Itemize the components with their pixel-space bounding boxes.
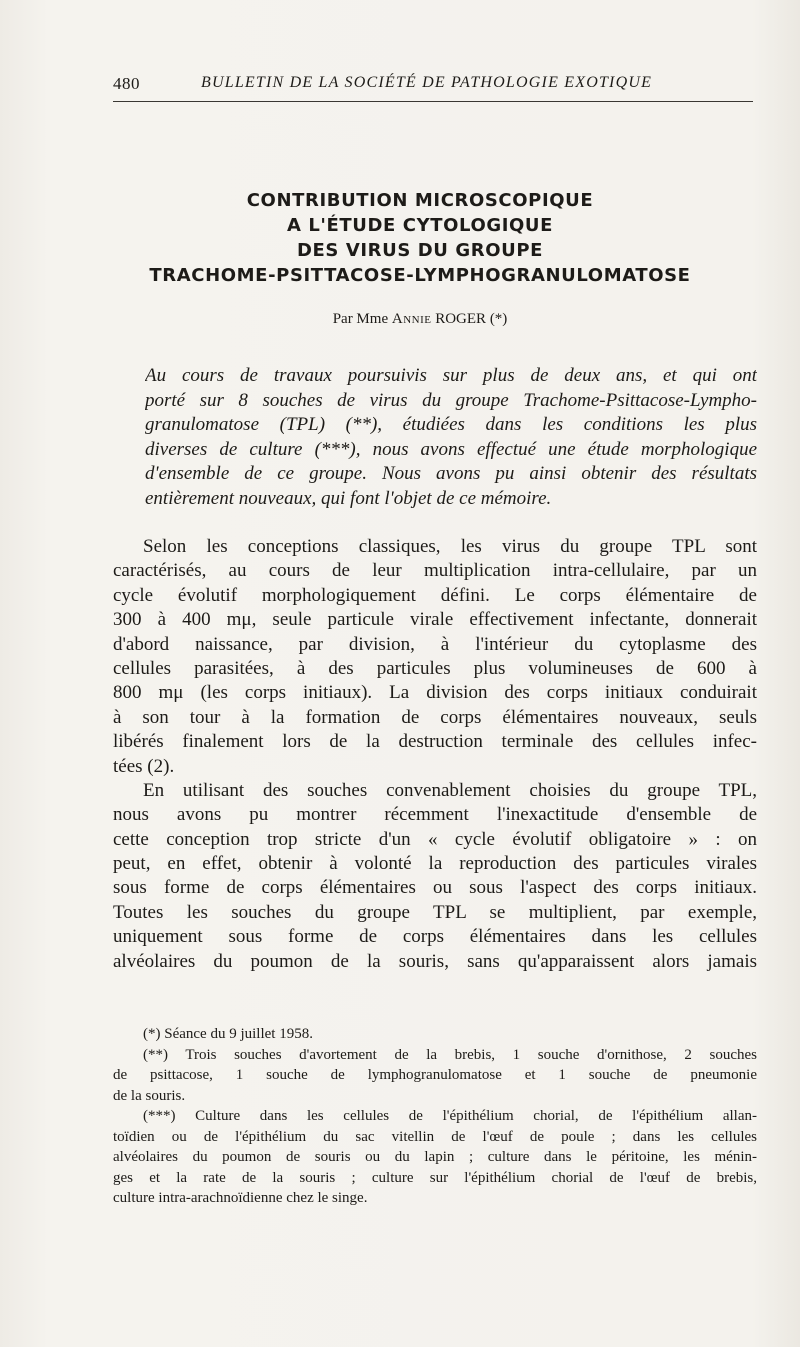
abstract-line: granulomatose (TPL) (**), étudiées dans les conditions les plus: [145, 414, 757, 436]
author-prefix: Par Mme: [332, 311, 389, 327]
footnote-line: culture intra-arachnoïdienne chez le singe.: [113, 1190, 368, 1206]
abstract-line: d'ensemble de ce groupe. Nous avons pu ainsi obtenir des résultats: [145, 463, 757, 485]
abstract-line: diverses de culture (***), nous avons effectué une étude morphologique: [145, 438, 757, 460]
author-last-name: ROGER: [435, 311, 487, 327]
footnote-line: (***) Culture dans les cellules de l'épithélium chorial, de l'épithélium allan-: [143, 1108, 757, 1124]
title-line: CONTRIBUTION MICROSCOPIQUE: [246, 190, 594, 211]
author-line: [100, 311, 740, 328]
abstract-line: entièrement nouveaux, qui font l'objet de ce mémoire.: [145, 487, 552, 509]
paragraph-line: En utilisant des souches convenablement choisies du groupe TPL,: [143, 779, 757, 801]
abstract: [145, 364, 757, 512]
title-line: DES VIRUS DU GROUPE: [296, 240, 544, 261]
abstract-line: Au cours de travaux poursuivis sur plus de deux ans, et qui ont: [145, 365, 757, 386]
footnote-line: alvéolaires du poumon de souris ou du lapin ; culture dans le péritoine, les ménin-: [113, 1149, 757, 1165]
paragraph-line: uniquement sous forme de corps élémentaires dans les cellules: [113, 926, 757, 948]
title-line: TRACHOME-PSITTACOSE-LYMPHOGRANULOMATOSE: [149, 265, 691, 286]
paragraph-line: Toutes les souches du groupe TPL se multiplient, par exemple,: [113, 901, 757, 923]
footnotes: [113, 1024, 757, 1209]
footnote-line: (**) Trois souches d'avortement de la brebis, 1 souche d'ornithose, 2 souches: [143, 1046, 757, 1063]
footnote-line: toïdien ou de l'épithélium du sac vitellin de l'œuf de poule ; dans les cellules: [113, 1128, 757, 1145]
footnote-line: ges et la rate de la souris ; culture sur l'épithélium chorial de l'œuf de brebis,: [113, 1169, 757, 1186]
paragraph-line: libérés finalement lors de la destruction terminale des cellules infec-: [113, 731, 757, 753]
paragraph-line: Selon les conceptions classiques, les virus du groupe TPL sont: [143, 536, 757, 557]
header-rule: [113, 101, 753, 102]
author-first-name: Annie: [391, 311, 432, 327]
footnote-line: (*) Séance du 9 juillet 1958.: [143, 1026, 313, 1042]
paragraph-line: à son tour à la formation de corps élémentaires nouveaux, seuls: [113, 706, 757, 728]
body-text: [113, 535, 757, 974]
paragraph-line: sous forme de corps élémentaires ou sous l'aspect des corps initiaux.: [113, 877, 757, 899]
paragraph-line: peut, en effet, obtenir à volonté la reproduction des particules virales: [113, 853, 757, 875]
article-title: [100, 188, 740, 288]
paragraph-line: 300 à 400 mμ, seule particule virale effectivement infectante, donnerait: [113, 609, 757, 631]
paragraph-line: tées (2).: [113, 755, 175, 777]
paragraph-line: 800 mμ (les corps initiaux). La division des corps initiaux conduirait: [113, 682, 757, 704]
paragraph-line: alvéolaires du poumon de la souris, sans qu'apparaissent alors jamais: [113, 950, 757, 972]
paragraph-line: d'abord naissance, par division, à l'intérieur du cytoplasme des: [113, 633, 757, 655]
page-header: [113, 74, 753, 98]
paragraph-line: cycle évolutif morphologiquement défini. Le corps élémentaire de: [113, 584, 757, 606]
title-line: A L'ÉTUDE CYTOLOGIQUE: [286, 215, 554, 236]
paragraph-line: caractérisés, au cours de leur multiplication intra-cellulaire, par un: [113, 560, 757, 582]
page-number: 480: [113, 74, 140, 93]
abstract-line: porté sur 8 souches de virus du groupe Trachome-Psittacose-Lympho-: [145, 389, 757, 411]
paragraph-line: cette conception trop stricte d'un « cycle évolutif obligatoire » : on: [113, 828, 757, 850]
footnote-line: de la souris.: [113, 1087, 186, 1104]
paragraph-line: cellules parasitées, à des particules plus volumineuses de 600 à: [113, 657, 757, 679]
paragraph-line: nous avons pu montrer récemment l'inexactitude d'ensemble de: [113, 804, 757, 826]
running-title: BULLETIN DE LA SOCIÉTÉ DE PATHOLOGIE EXOTIQUE: [201, 74, 653, 91]
author-footnote-mark: (*): [489, 311, 508, 327]
footnote-line: de psittacose, 1 souche de lymphogranulomatose et 1 souche de pneumonie: [113, 1067, 757, 1083]
